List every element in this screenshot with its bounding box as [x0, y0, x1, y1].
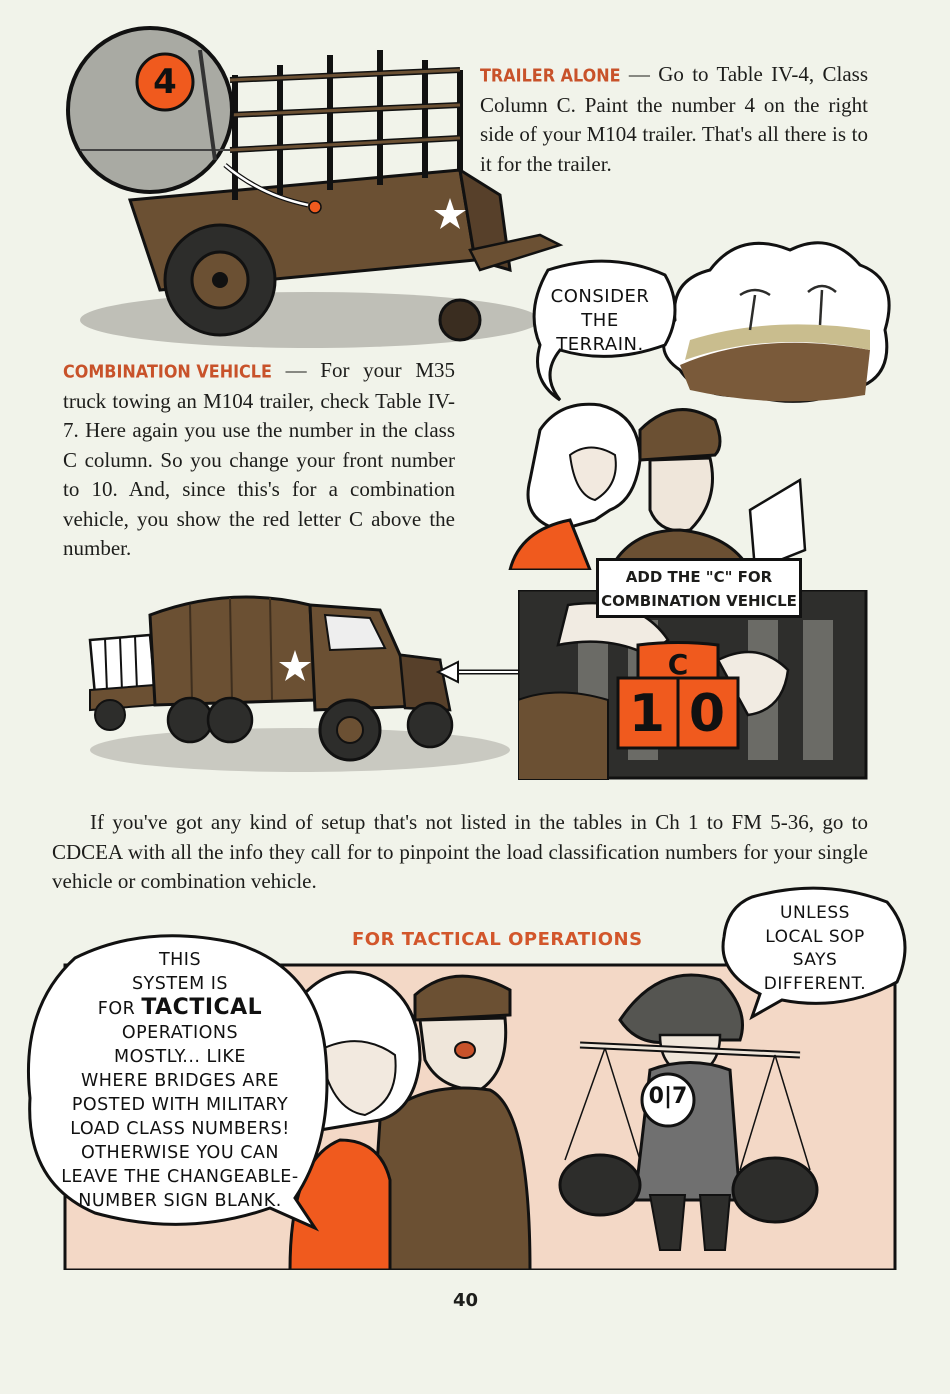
add-c-caption-line2: COMBINATION VEHICLE: [601, 592, 797, 610]
sign-letter-c: C: [667, 648, 689, 681]
add-c-caption-line1: ADD THE "C" FOR: [625, 568, 773, 586]
trailer-alone-text: Go to Table IV-4, Class Column C. Paint the number 4 on the right side of your M104 trailer. That's all there is to it for the trailer.: [480, 62, 868, 176]
sign-digit-1: 1: [628, 684, 666, 744]
sign-digit-0: 0: [688, 684, 726, 744]
truck-illustration: [80, 580, 520, 790]
setup-paragraph: If you've got any kind of setup that's not listed in the tables in Ch 1 to FM 5-36, go to CDCEA with all the info they call for to pinpoint the load classification numbers for your single vehicle or combination vehicle.: [52, 810, 868, 893]
unless-bubble-text: UNLESS LOCAL SOP SAYS DIFFERENT.: [763, 903, 867, 994]
vendor-sign-number: 0|7: [648, 1084, 688, 1109]
combination-vehicle-lead: COMBINATION VEHICLE: [63, 361, 272, 382]
closeup-number: 4: [153, 62, 177, 102]
consider-terrain-illustration: [500, 230, 900, 570]
tactical-bubble-text: THIS SYSTEM IS FOR TACTICAL OPERATIONS MOSTLY... LIKE WHERE BRIDGES ARE POSTED WITH MILITARY LOAD CLASS NUMBERS! OTHERWISE YOU CAN LEAVE THE CHANGEABLE- NUMBER SIGN BLANK.: [61, 950, 299, 1211]
trailer-alone-lead: TRAILER ALONE: [480, 65, 621, 86]
consider-terrain-bubble: CONSIDER THE TERRAIN.: [550, 286, 650, 355]
tactical-emphasis: TACTICAL: [141, 995, 263, 1020]
tactical-heading: FOR TACTICAL OPERATIONS: [352, 929, 643, 950]
add-c-caption-box: [596, 558, 802, 618]
trailer-alone-paragraph: TRAILER ALONE — Go to Table IV-4, Class Column C. Paint the number 4 on the right side of your M104 trailer. That's all there is to it for the trailer.: [480, 60, 868, 179]
combination-vehicle-text: For your M35 truck towing an M104 trailer, check Table IV-7. Here again you use the number in the class C column. So you change your front number to 10. And, since this's for a combination vehicle, you show the red letter C above the number.: [63, 358, 455, 560]
page-number: 40: [453, 1290, 479, 1311]
combination-vehicle-paragraph: COMBINATION VEHICLE — For your M35 truck towing an M104 trailer, check Table IV-7. Here again you use the number in the class C column. So you change your front number to 10. And, since this's for a combination vehicle, you show the red letter C above the number.: [63, 356, 455, 564]
